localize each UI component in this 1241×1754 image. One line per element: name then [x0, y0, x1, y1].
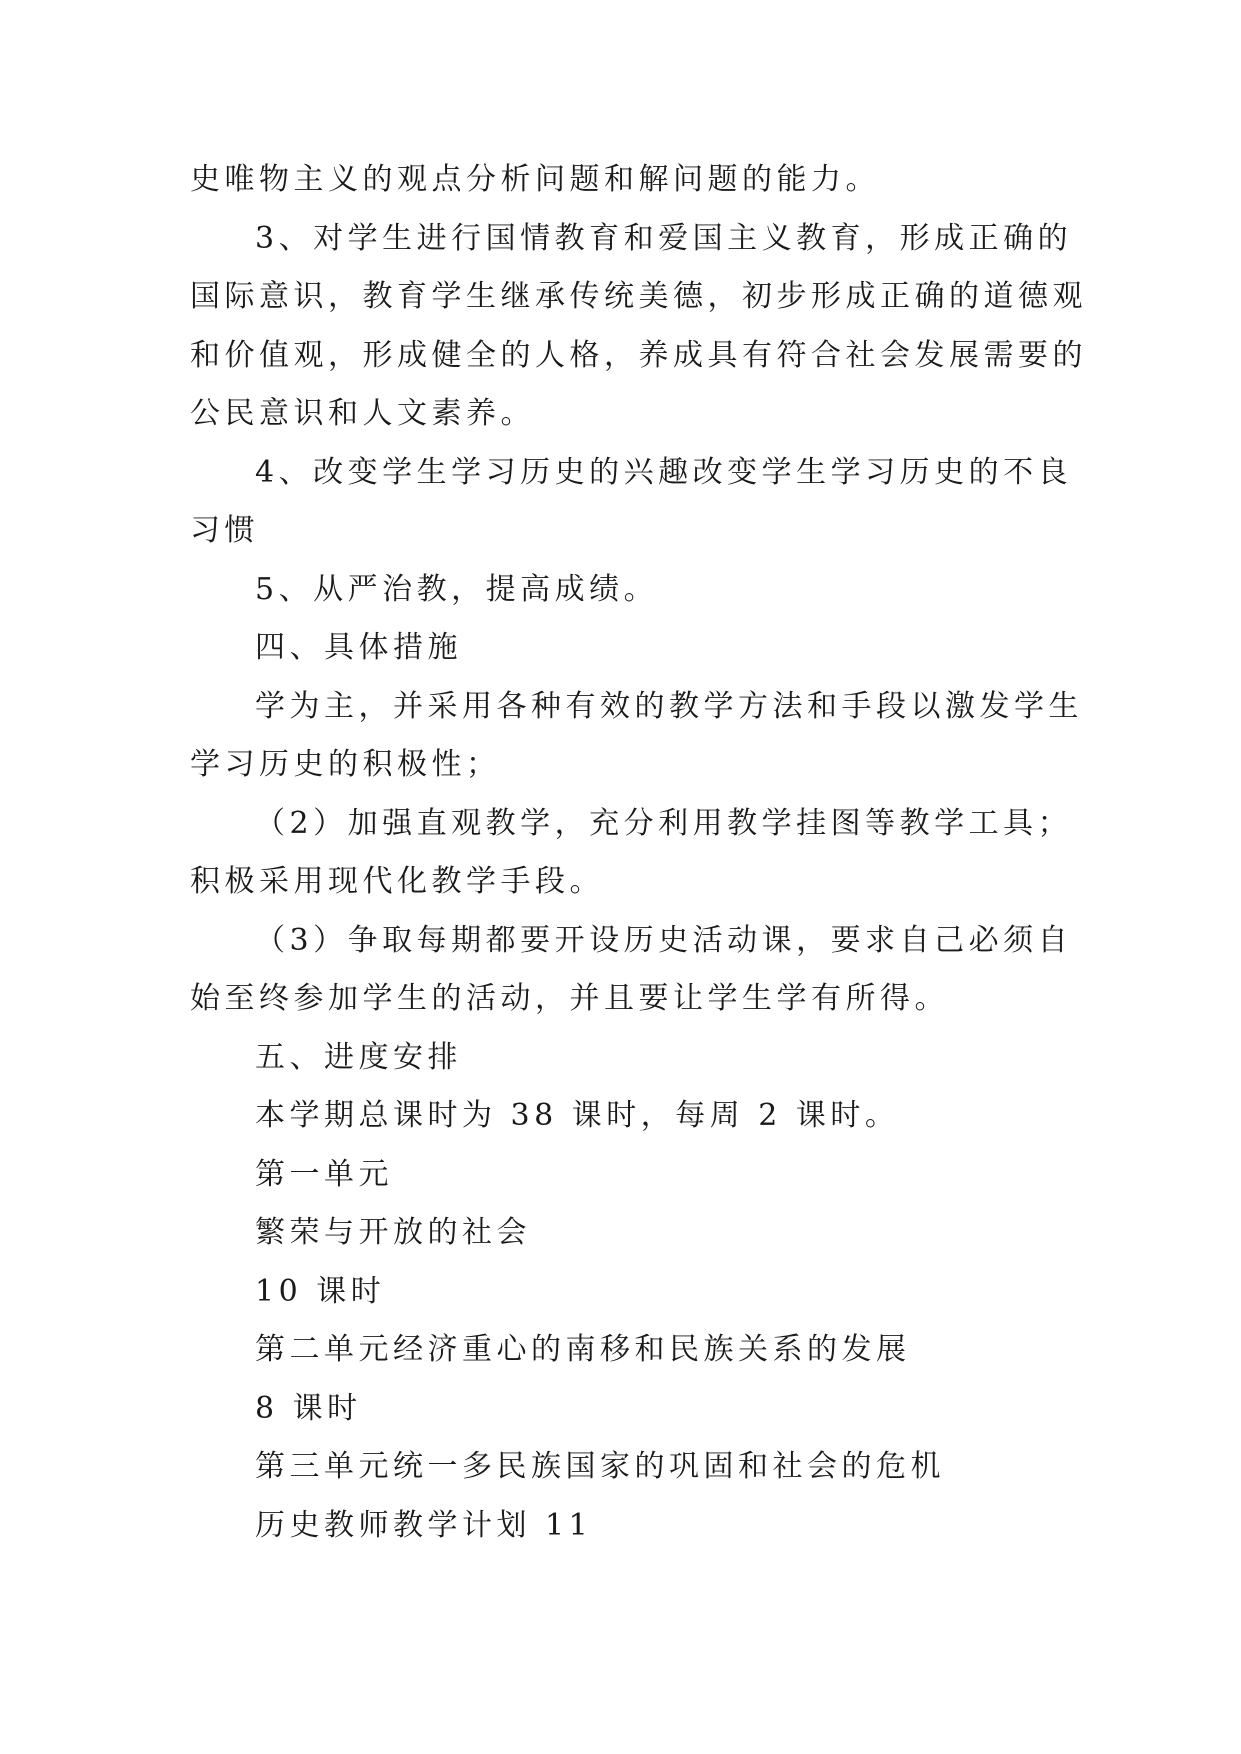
text-line: 习惯 [190, 513, 259, 548]
unit-title: 第一单元 [255, 1156, 393, 1192]
section-heading: 四、具体措施 [255, 630, 462, 665]
text-line: 4、改变学生学习历史的兴趣改变学生学习历史的不良 [255, 454, 1073, 490]
text-line: 本学期总课时为 38 课时，每周 2 课时。 [255, 1098, 900, 1133]
text-line: 国际意识，教育学生继承传统美德，初步形成正确的道德观 [190, 279, 1087, 314]
text-line: （2）加强直观教学，充分利用教学挂图等教学工具； [255, 805, 1073, 841]
text-line: 和价值观，形成健全的人格，养成具有符合社会发展需要的 [190, 337, 1087, 373]
unit-title: 第三单元统一多民族国家的巩固和社会的危机 [255, 1449, 945, 1484]
text-line: 积极采用现代化教学手段。 [190, 864, 604, 899]
text-line: 公民意识和人文素养。 [190, 396, 535, 431]
document-body [190, 151, 1087, 1555]
section-heading: 五、进度安排 [255, 1039, 462, 1075]
text-line: 3、对学生进行国情教育和爱国主义教育，形成正确的 [255, 220, 1073, 256]
text-line: （3）争取每期都要开设历史活动课，要求自己必须自 [255, 922, 1073, 958]
text-line: 学习历史的积极性； [190, 747, 501, 782]
unit-hours: 8 课时 [255, 1390, 362, 1426]
text-line: 始至终参加学生的活动，并且要让学生学有所得。 [190, 981, 949, 1016]
unit-subtitle: 繁荣与开放的社会 [255, 1215, 531, 1250]
unit-title: 第二单元经济重心的南移和民族关系的发展 [255, 1332, 911, 1367]
unit-hours: 10 课时 [255, 1273, 386, 1309]
text-line: 史唯物主义的观点分析问题和解问题的能力。 [190, 162, 880, 197]
text-line: 历史教师教学计划 11 [255, 1507, 593, 1543]
text-line: 学为主，并采用各种有效的教学方法和手段以激发学生 [255, 688, 1083, 724]
text-line: 5、从严治教，提高成绩。 [255, 571, 659, 607]
